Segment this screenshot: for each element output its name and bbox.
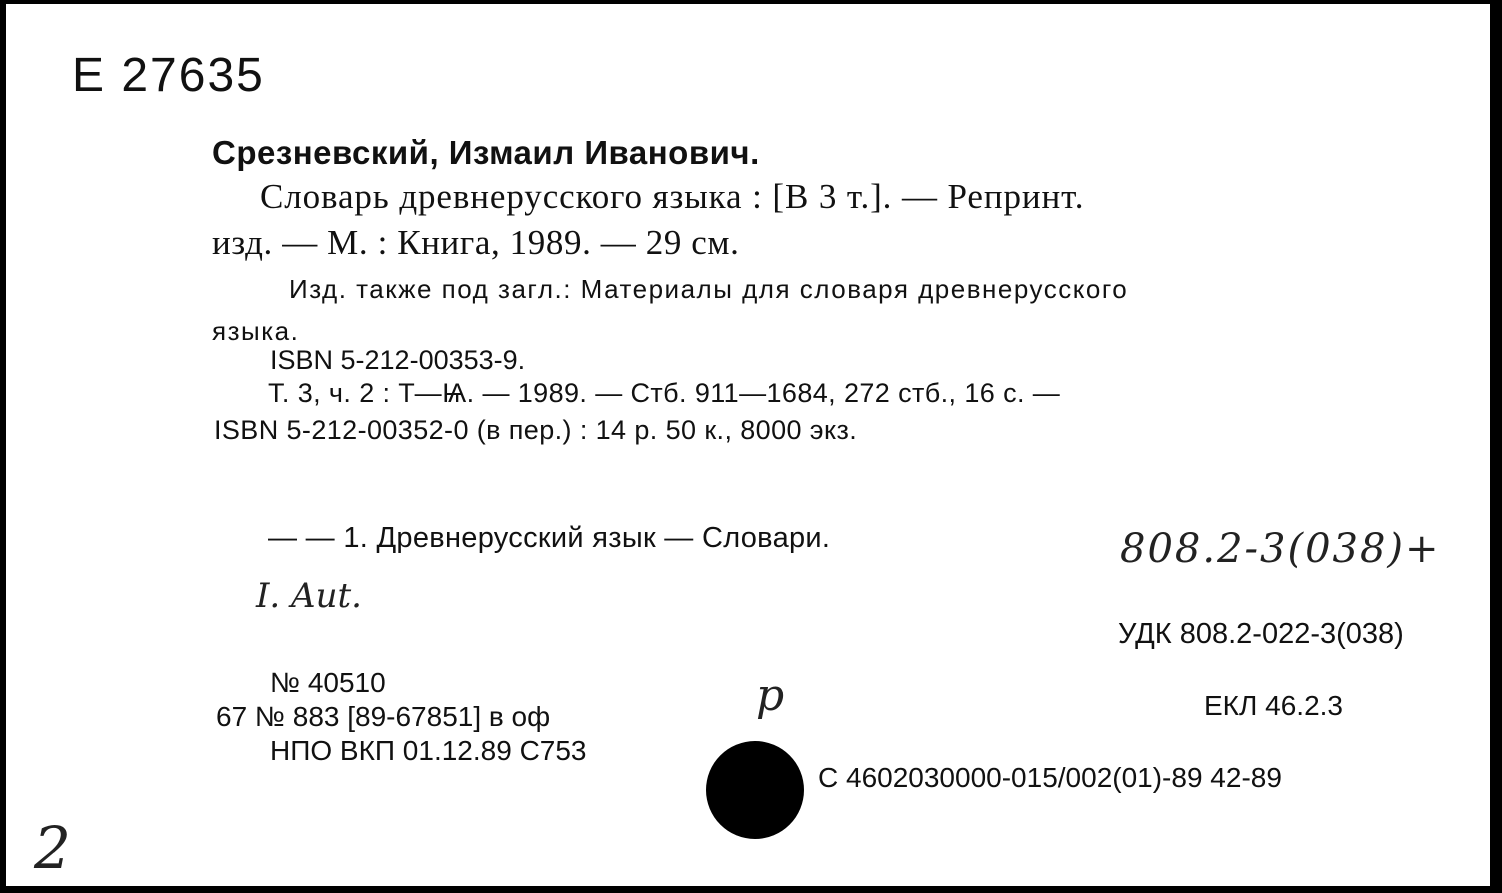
order-line-1: № 40510 [270,667,386,698]
order-line-3: НПО ВКП 01.12.89 С753 [270,735,587,766]
order-line-2: 67 № 883 [89-67851] в оф [216,701,551,732]
handwritten-annotation-left: I. Aut. [256,576,362,616]
note-line-1: Изд. также под загл.: Материалы для словаря древнерусского [289,274,1129,304]
volume-line-2: ISBN 5-212-00352-0 (в пер.) : 14 р. 50 к., 8000 экз. [214,415,858,445]
udk-label: УДК 808.2-022-3(038) [1118,618,1404,650]
subject-heading: — — 1. Древнерусский язык — Словари. [268,522,831,554]
handwritten-classification: 808.2-3(038)+ [1120,526,1441,572]
handwritten-mark-p: р [756,670,785,721]
punch-hole [706,741,804,839]
card-number: Е 27635 [72,49,265,102]
title-line-2: изд. — М. : Книга, 1989. — 29 см. [212,223,740,262]
note-line-2: языка. [212,316,300,346]
isbn-line: ISBN 5-212-00353-9. [270,345,526,375]
author-heading: Срезневский, Измаил Иванович. [212,134,760,171]
volume-line-1: Т. 3, ч. 2 : Т—Ѩ. — 1989. — Стб. 911—1684, 272 стб., 16 с. — [268,378,1061,408]
catalog-card [6,4,1490,886]
ekl-label: ЕКЛ 46.2.3 [1204,690,1343,721]
title-line-1: Словарь древнерусского языка : [В 3 т.]. — Репринт. [260,177,1085,216]
catalog-code: С 4602030000-015/002(01)-89 42-89 [818,762,1282,793]
handwritten-corner-number: 2 [34,814,71,882]
